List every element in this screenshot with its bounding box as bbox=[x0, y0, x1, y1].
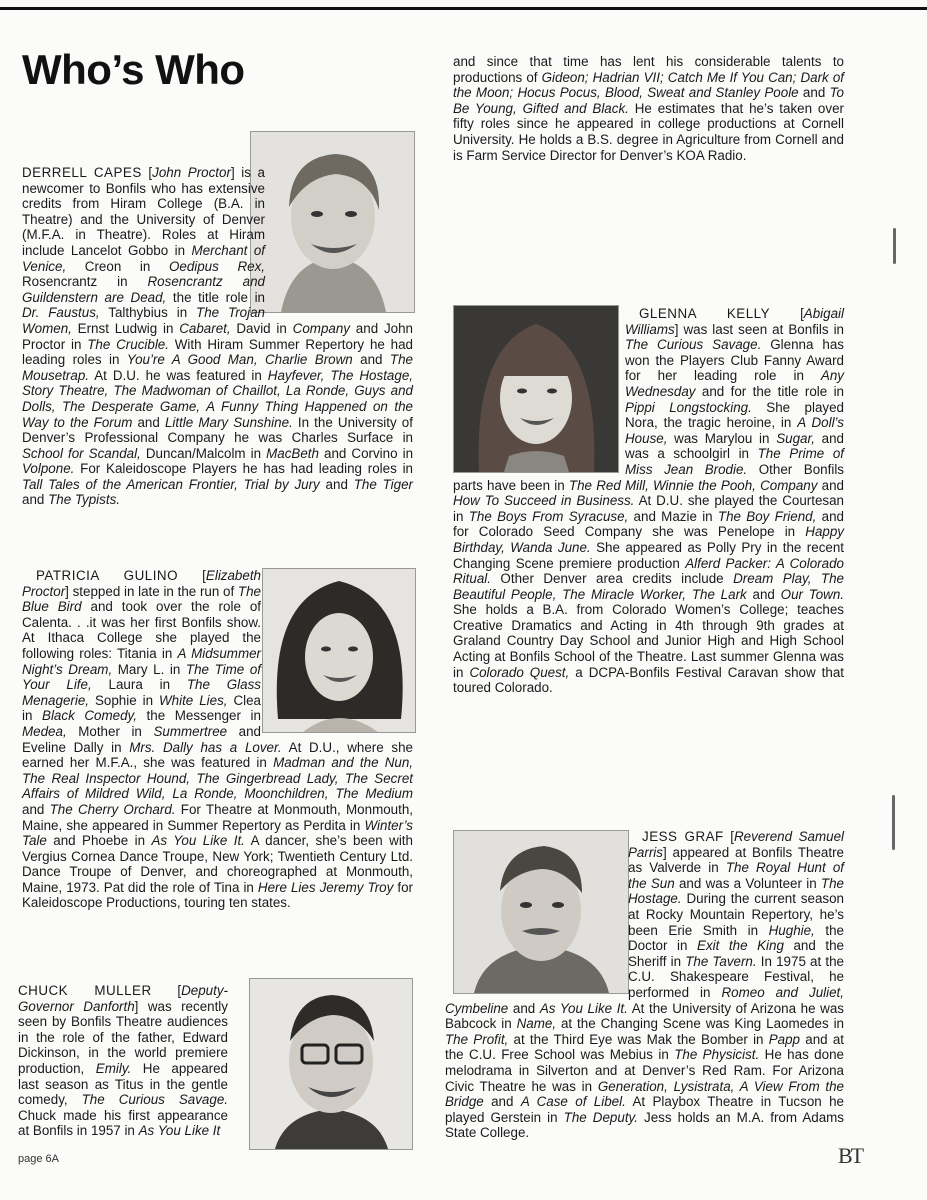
corner-mark: BT bbox=[838, 1143, 863, 1168]
bio-title-run: Tall Tales of the American Frontier, Trial by Jury bbox=[22, 476, 320, 492]
bio-text-run: at the Changing Scene was King Laomedes in bbox=[556, 1016, 844, 1032]
bio-text-run: the Doctor in bbox=[628, 922, 844, 954]
bio-text-run: and for Colorado Seed Company she was Penelope in bbox=[453, 508, 844, 540]
bio-title-run: Happy Birthday, Wanda June. bbox=[453, 524, 844, 555]
bio-title-run: Oedipus Rex, bbox=[168, 258, 265, 274]
bio-text-run: [ bbox=[178, 568, 206, 583]
bio-text-run: and was a schoolgirl in bbox=[625, 430, 845, 462]
bio-text-run: She holds a B.A. from Colorado Women’s College; teaches Creative Dramatics and Acting in 4th through 9th grades at Graland Country Day School and Junior High and High School Acting at Bonfils School of the Theatre. Last summer Glenna was in bbox=[453, 602, 844, 680]
bio-chuck-muller-continued bbox=[453, 54, 844, 163]
bio-text-run: During the current season at Rocky Mountain Repertory, he’s been Erie Smith in bbox=[628, 891, 844, 938]
bio-text-run: Rosencrantz in bbox=[22, 274, 148, 290]
bio-text-run: Other Bonfils parts have been in bbox=[453, 461, 844, 493]
bio-title-run: The Boys From Syracuse, bbox=[468, 508, 629, 524]
bio-text-run: ] is a newcomer to Bonfils who has extensive credits from Hiram College (B.A. in Theatre) and the University of Denver (M.F.A. in Theatre). Roles at Hiram include Lancelot Gobbo in bbox=[22, 165, 265, 258]
bio-title-run: The Mousetrap. bbox=[22, 352, 413, 383]
bio-text-run: Ernst Ludwig in bbox=[71, 320, 180, 336]
bio-title-run: The Royal Hunt of the Sun bbox=[628, 860, 844, 891]
margin-mark bbox=[892, 795, 895, 850]
bio-title-run: To Be Young, Gifted and Black. bbox=[453, 85, 844, 116]
bio-title-run: Exit the King bbox=[697, 938, 784, 954]
bio-title-run: The Time of Your Life, bbox=[22, 661, 261, 693]
bio-text-run: At Playbox Theatre in Tucson he played Gerstein in bbox=[445, 1094, 844, 1125]
bio-title-run: Alferd Packer: A Colorado Ritual. bbox=[453, 555, 844, 587]
bio-title-run: A Case of Libel. bbox=[520, 1094, 626, 1110]
bio-text-run: For Theatre at Monmouth, Monmouth, Maine, she appeared in Summer Repertory as Perdita in bbox=[22, 801, 414, 833]
bio-title-run: The Physicist. bbox=[674, 1047, 760, 1063]
bio-chuck-muller bbox=[18, 983, 228, 1139]
bio-text-run: and was a Volunteer in bbox=[674, 875, 821, 891]
bio-title-run: The Crucible. bbox=[87, 336, 169, 352]
bio-text-run: and bbox=[508, 1000, 540, 1016]
bio-text-run: was Marylou in bbox=[667, 430, 777, 446]
bio-title-run: The Typists. bbox=[48, 492, 120, 508]
bio-name: CHUCK MULLER bbox=[18, 983, 152, 998]
bio-text-run: and Eveline Dally in bbox=[22, 723, 262, 755]
bio-title-run: Summertree bbox=[153, 723, 228, 739]
bio-text-run: Duncan/Malcolm in bbox=[140, 445, 267, 461]
bio-text-run: With Hiram Summer Repertory he had leading roles in bbox=[22, 336, 413, 368]
bio-text-run: and bbox=[22, 801, 50, 817]
bio-text-run: David in bbox=[230, 320, 293, 336]
top-rule bbox=[0, 7, 927, 10]
bio-title-run: Medea, bbox=[22, 723, 67, 739]
bio-text-run: the Messenger in bbox=[136, 708, 261, 724]
bio-text-run: She appeared as Polly Pry in the recent Changing Scene premiere production bbox=[453, 539, 845, 571]
bio-text-run: Jess holds an M.A. from Adams State College. bbox=[445, 1109, 844, 1141]
bio-title-run: The Red Mill, Winnie the Pooh, Company bbox=[568, 477, 818, 493]
bio-text-run: He has done melodrama in Silverton and at Denver’s Red Ram. For Arizona Civic Theatre he was in bbox=[445, 1047, 844, 1094]
bio-title-run: Elizabeth Proctor bbox=[22, 568, 261, 599]
bio-text-run: and bbox=[746, 586, 781, 602]
bio-text-run: and Mazie in bbox=[628, 508, 718, 524]
bio-name: JESS GRAF bbox=[642, 829, 724, 844]
bio-title-run: Madman and the Nun, The Real Inspector Hound, The Gingerbread Lady, The Secret Affairs of Mildred Wild, La Ronde, Moonchildren, The Medium bbox=[22, 755, 413, 802]
bio-title-run: Romeo and Juliet, Cymbeline bbox=[445, 984, 844, 1016]
bio-title-run: A Doll’s House, bbox=[625, 415, 844, 446]
photo-chuck-muller bbox=[249, 978, 413, 1150]
bio-title-run: Mrs. Dally has a Lover. bbox=[129, 739, 282, 755]
bio-text-run: At D.U. he was featured in bbox=[89, 367, 268, 383]
bio-title-run: MacBeth bbox=[266, 445, 319, 461]
bio-title-run: How To Succeed in Business. bbox=[453, 493, 635, 509]
bio-title-run: A Midsummer Night’s Dream, bbox=[22, 645, 262, 677]
photo-spacer bbox=[265, 165, 413, 313]
bio-title-run: Little Mary Sunshine. bbox=[164, 414, 293, 430]
bio-text-run: and bbox=[798, 85, 830, 101]
bio-title-run: The Curious Savage. bbox=[81, 1092, 228, 1108]
bio-title-run: Papp bbox=[768, 1031, 801, 1047]
bio-text-run: In 1975 at the C.U. Shakespeare Festival, he performed in bbox=[628, 953, 844, 1000]
bio-text-run: At the University of Arizona he was Babcock in bbox=[445, 1000, 844, 1032]
bio-title-run: Hughie, bbox=[768, 922, 815, 938]
bio-text-run: and John Proctor in bbox=[22, 320, 413, 352]
bio-text-run: Clea in bbox=[22, 692, 262, 724]
bio-text-run: and since that time has lent his considerable talents to productions of bbox=[453, 54, 844, 85]
bio-text-run: Glenna has won the Players Club Fanny Award for her leading role in bbox=[625, 337, 844, 384]
bio-text-run: Other Denver area credits include bbox=[490, 571, 734, 587]
bio-title-run: Company bbox=[292, 320, 350, 336]
bio-title-run: The Trojan Women, bbox=[22, 305, 265, 336]
photo-spacer bbox=[445, 829, 628, 993]
bio-text-run: Sophie in bbox=[89, 692, 160, 708]
bio-text-run: Mother in bbox=[66, 723, 154, 739]
bio-text-run: a DCPA-Bonfils Festival Caravan show that toured Colorado. bbox=[453, 664, 844, 696]
bio-text-run: At D.U., where she earned her M.F.A., she was featured in bbox=[22, 739, 414, 771]
bio-title-run: Any Wednesday bbox=[625, 368, 844, 399]
bio-text-run: Talthybius in bbox=[99, 305, 197, 321]
bio-title-run: Volpone. bbox=[22, 461, 75, 477]
bio-text-run: In the University of Denver’s Professional Company he was Charles Surface in bbox=[22, 414, 413, 446]
bio-text-run: [ bbox=[723, 829, 734, 844]
portrait-chuck-muller-icon bbox=[250, 979, 412, 1149]
bio-title-run: The Deputy. bbox=[563, 1109, 638, 1125]
bio-title-run: John Proctor bbox=[152, 165, 231, 180]
bio-text-run: ] was recently seen by Bonfils Theatre audiences in the role of the father, Edward Dickinson, in the world premiere production, bbox=[18, 998, 228, 1076]
bio-title-run: As You Like It. bbox=[151, 833, 245, 849]
bio-text-run: and the Sheriff in bbox=[628, 938, 845, 969]
bio-text-run: and bbox=[319, 476, 354, 492]
bio-text-run: and Corvino in bbox=[318, 445, 414, 461]
photo-spacer bbox=[261, 568, 413, 736]
bio-title-run: Rosencrantz and Guildenstern are Dead, bbox=[22, 274, 265, 305]
bio-title-run: Gideon; Hadrian VII; Catch Me If You Can; Dark of the Moon; Hocus Pocus, Blood, Sweat and Stanley Poole bbox=[453, 69, 844, 101]
bio-text-run: Creon in bbox=[66, 258, 169, 274]
bio-title-run: The Blue Bird bbox=[22, 583, 261, 615]
bio-title-run: The Profit, bbox=[445, 1031, 509, 1047]
bio-title-run: Hayfever, The Hostage, Story Theatre, The Madwoman of Chaillot, La Ronde, Guys and Dolls, The Desperate Game, A Funny Thing Happened on the Way to the Forum bbox=[22, 367, 413, 430]
bio-title-run: Sugar, bbox=[776, 430, 815, 446]
bio-title-run: Colorado Quest, bbox=[469, 664, 570, 680]
bio-title-run: Deputy-Governor Danforth bbox=[18, 983, 228, 1014]
bio-title-run: School for Scandal, bbox=[22, 445, 141, 461]
bio-body bbox=[18, 983, 228, 1138]
bio-text-run: ] was last seen at Bonfils in bbox=[674, 321, 844, 337]
bio-text-run: the title role in bbox=[166, 289, 266, 305]
bio-text-run: Laura in bbox=[91, 677, 187, 693]
bio-title-run: As You Like It bbox=[138, 1123, 221, 1139]
bio-title-run: Reverend Samuel Parris bbox=[628, 829, 844, 860]
bio-name: DERRELL CAPES bbox=[22, 165, 142, 180]
bio-text-run: and bbox=[483, 1094, 521, 1110]
bio-title-run: As You Like It. bbox=[539, 1000, 628, 1016]
bio-text-run: He appeared last season as Titus in the gentle comedy, bbox=[18, 1060, 228, 1108]
bio-title-run: Merchant of Venice, bbox=[22, 242, 265, 274]
bio-title-run: Pippi Longstocking. bbox=[625, 399, 752, 415]
bio-title-run: The Hostage. bbox=[628, 875, 844, 907]
page-title: Who’s Who bbox=[22, 46, 245, 93]
bio-text-run: and Phoebe in bbox=[46, 833, 152, 849]
bio-derrell-capes bbox=[22, 165, 413, 508]
bio-name: PATRICIA GULINO bbox=[36, 568, 179, 583]
bio-title-run: You’re A Good Man, Charlie Brown bbox=[126, 352, 353, 368]
bio-title-run: Cabaret, bbox=[179, 320, 231, 336]
bio-text-run: She played Nora, the tragic heroine, in bbox=[625, 399, 844, 431]
bio-text-run: For Kaleidoscope Players he has had leading roles in bbox=[74, 461, 413, 477]
bio-title-run: Here Lies Jeremy Troy bbox=[257, 879, 394, 895]
bio-title-run: Emily. bbox=[95, 1060, 132, 1076]
bio-text-run: A dancer, she’s been with Vergius Cornea Dance Troupe, New York; Twentieth Century Ltd. Dance Troupe of Denver, and choreographed at Monmouth, Maine, 1973. Pat did the role of Tina in bbox=[22, 833, 413, 895]
page-number: page 6A bbox=[18, 1153, 59, 1165]
bio-text-run: ] appeared at Bonfils Theatre as Valverde in bbox=[628, 844, 844, 876]
margin-mark bbox=[893, 228, 896, 264]
bio-name: GLENNA KELLY bbox=[639, 306, 771, 321]
bio-title-run: The Boy Friend, bbox=[717, 508, 817, 524]
bio-title-run: The Cherry Orchard. bbox=[49, 801, 176, 817]
bio-glenna-kelly bbox=[453, 306, 844, 696]
bio-text-run: and took over the role of Calenta. . .it was her first Bonfils show. At Ithaca College she played the following roles: Titania in bbox=[22, 599, 261, 661]
bio-text-run: at the Third Eye was Mak the Bomber in bbox=[508, 1031, 769, 1047]
bio-text-run: At D.U. she played the Courtesan in bbox=[453, 493, 844, 524]
bio-title-run: Name, bbox=[516, 1016, 557, 1032]
bio-title-run: Dr. Faustus, bbox=[22, 305, 100, 321]
photo-spacer bbox=[453, 306, 625, 471]
bio-title-run: The Prime of Miss Jean Brodie. bbox=[625, 446, 844, 477]
bio-title-run: Winter’s Tale bbox=[22, 817, 413, 849]
bio-title-run: The Glass Menagerie, bbox=[22, 677, 261, 708]
bio-text-run: [ bbox=[770, 306, 804, 321]
bio-title-run: Black Comedy, bbox=[42, 708, 137, 724]
bio-text-run: and bbox=[22, 492, 49, 508]
bio-text-run: [ bbox=[141, 165, 153, 180]
bio-text-run: ] stepped in late in the run of bbox=[65, 583, 238, 599]
bio-title-run: The Tavern. bbox=[685, 953, 757, 969]
bio-text-run: and bbox=[352, 352, 390, 368]
bio-title-run: Our Town. bbox=[780, 586, 844, 602]
bio-text-run: He estimates that he’s taken over fifty roles since he appeared in college productions at Cornell University. He holds a B.S. degree in Agriculture from Cornell and is Farm Service Director for Denver’s KOA Radio. bbox=[453, 100, 844, 163]
bio-text-run: and bbox=[132, 414, 165, 430]
bio-text-run: and bbox=[817, 477, 845, 493]
bio-title-run: Dream Play, The Beautiful People, The Miracle Worker, The Lark bbox=[453, 571, 845, 602]
bio-jess-graf bbox=[445, 829, 844, 1141]
bio-text-run: [ bbox=[151, 983, 182, 998]
bio-title-run: The Tiger bbox=[353, 476, 413, 492]
bio-title-run: The Curious Savage. bbox=[625, 337, 762, 353]
bio-text-run: and at the C.U. Free School was Mebius in bbox=[445, 1031, 844, 1063]
bio-body bbox=[453, 54, 844, 163]
bio-title-run: Generation, Lysistrata, A View From the Bridge bbox=[445, 1078, 844, 1110]
bio-text-run: Chuck made his first appearance at Bonfils in 1957 in bbox=[18, 1107, 228, 1139]
bio-patricia-gulino bbox=[22, 568, 413, 911]
bio-text-run: and for the title role in bbox=[695, 383, 844, 399]
bio-title-run: White Lies, bbox=[159, 692, 228, 708]
bio-text-run: Mary L. in bbox=[112, 661, 186, 677]
bio-text-run: for Kaleidoscope Productions, touring ten states. bbox=[22, 879, 413, 911]
bio-title-run: Abigail Williams bbox=[625, 306, 844, 337]
